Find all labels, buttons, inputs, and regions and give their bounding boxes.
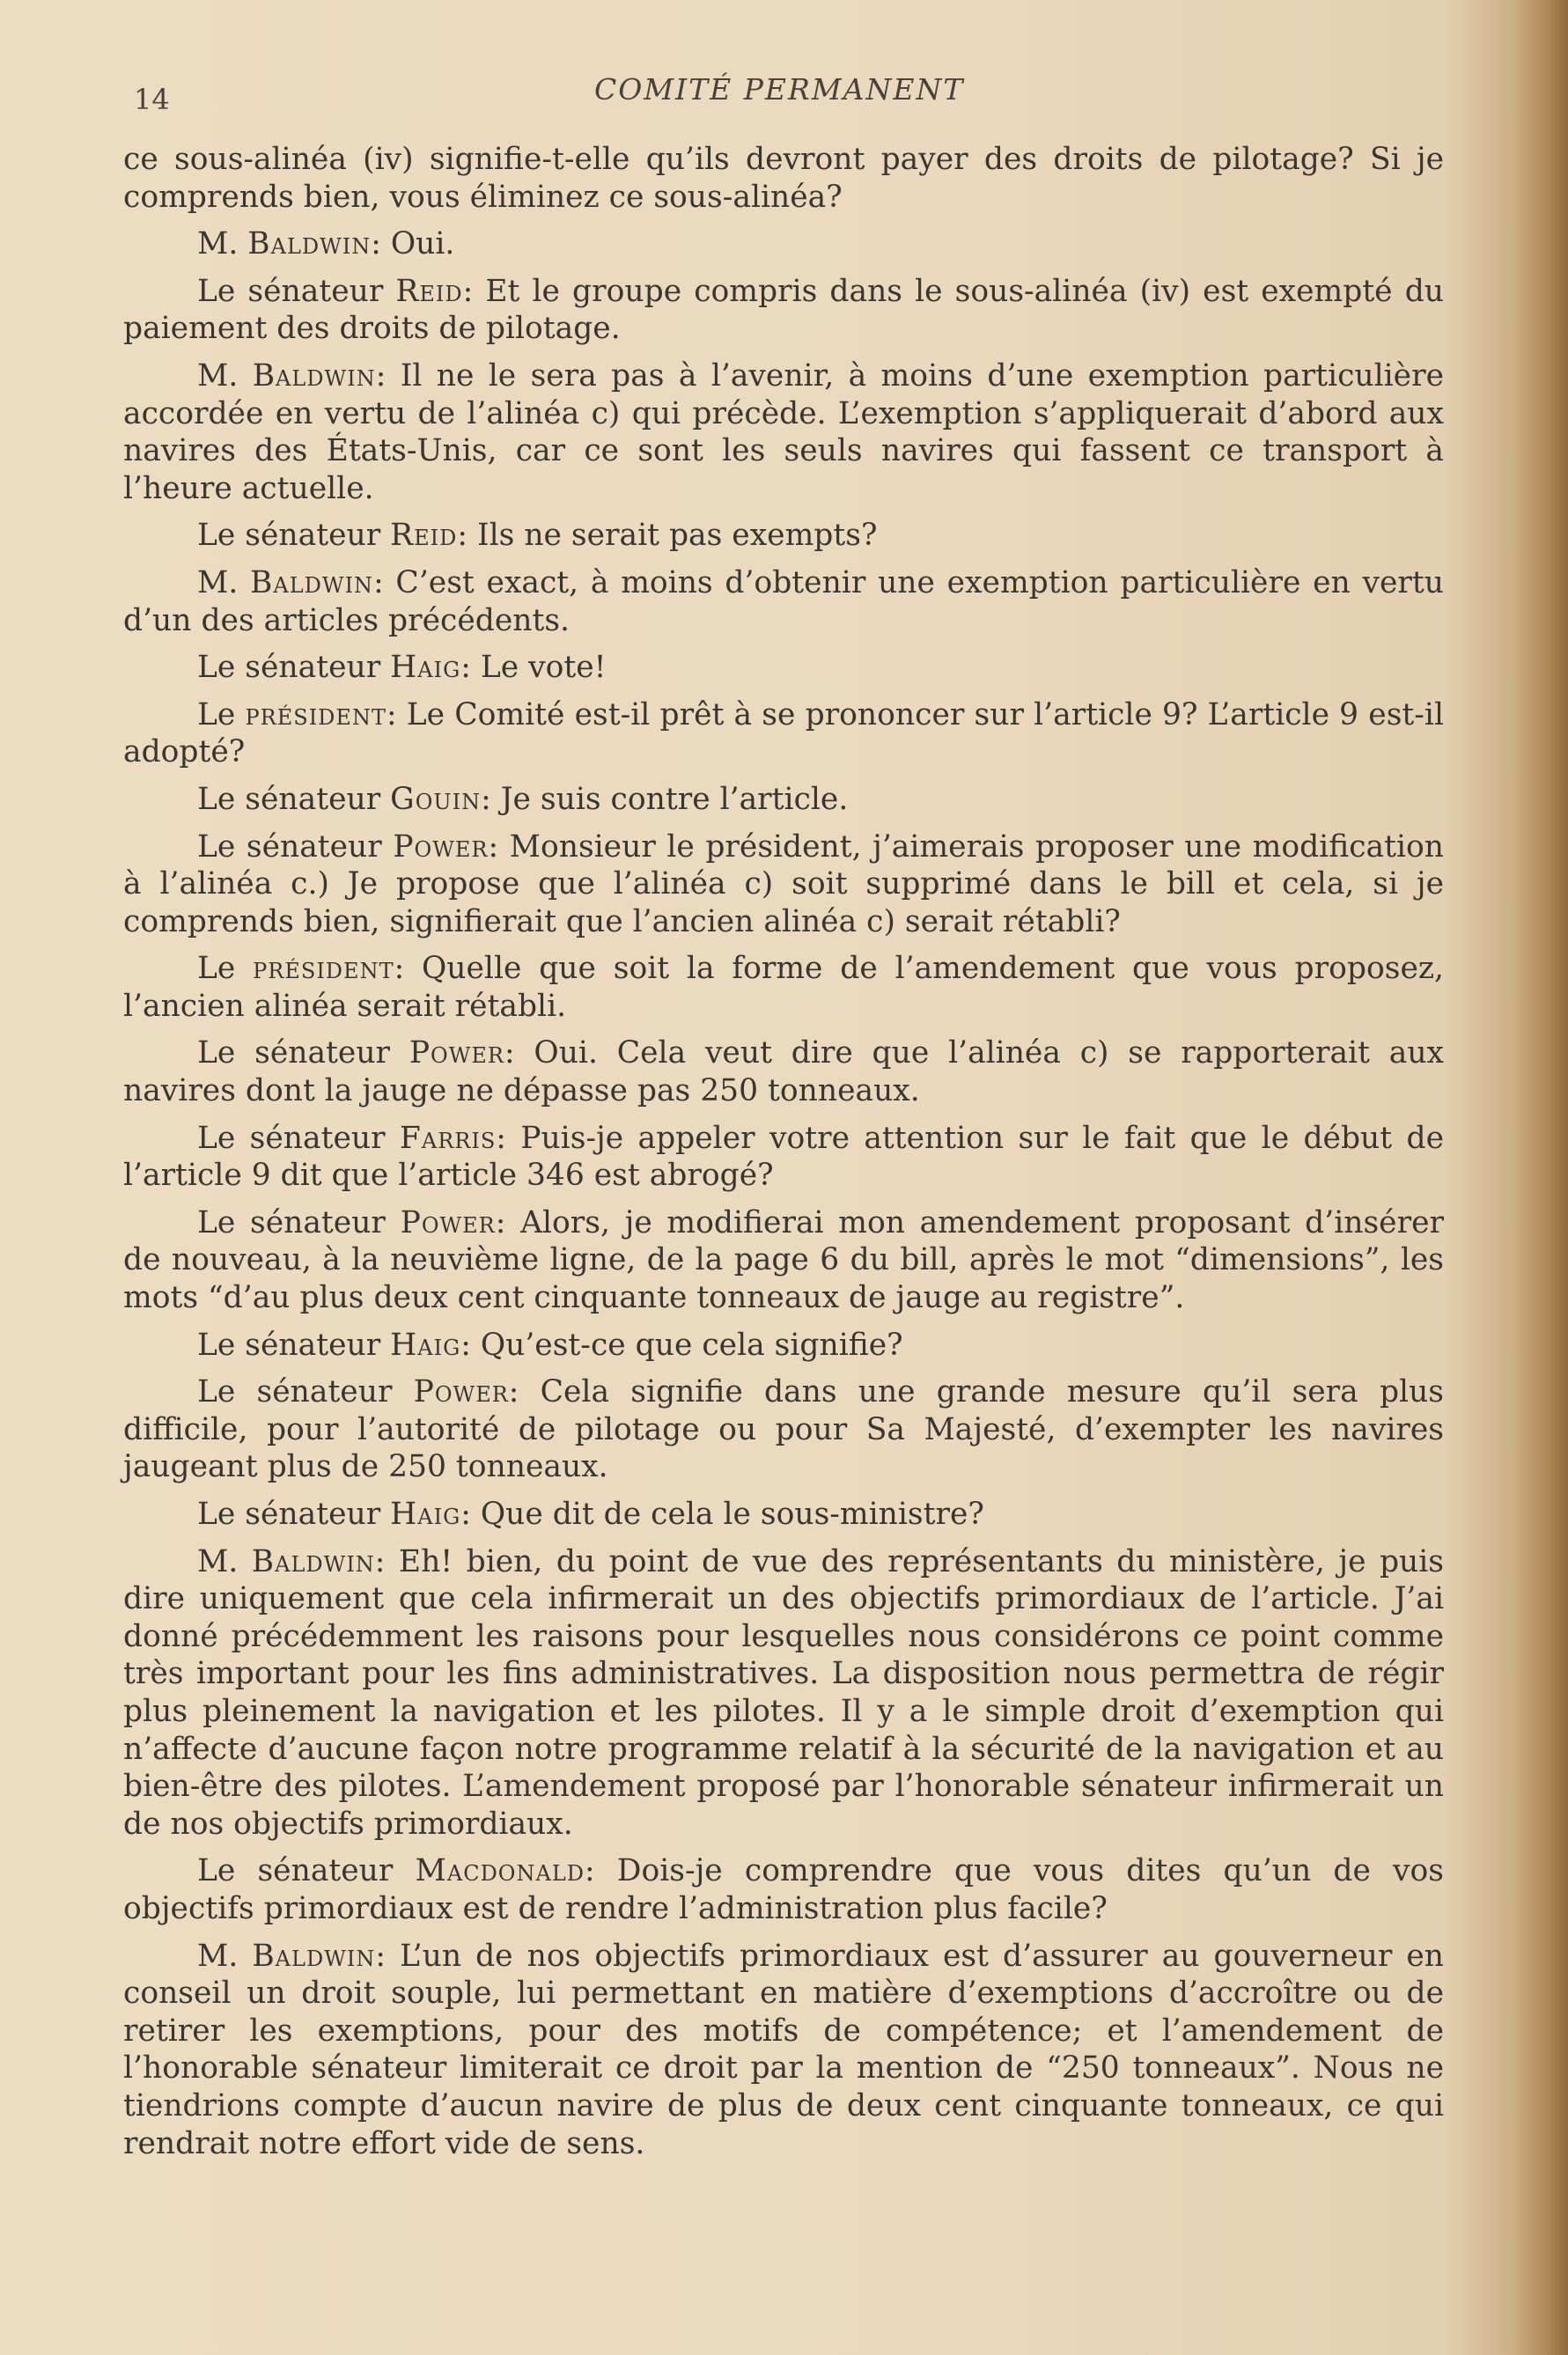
speaker-name: Gouin [390, 781, 482, 817]
speaker-name: Baldwin [247, 226, 372, 262]
paragraph: Le sénateur Power: Monsieur le président, j’aimerais proposer une modification à l’alinéa c.) Je propose que l’alinéa c) soit supprimé dans le bill et cela, si je comprends bien, signifierait que l’ancien alinéa c) serait rétabli? [123, 828, 1445, 939]
speaker-name: Power [400, 1204, 496, 1240]
speaker-name: Power [409, 1035, 504, 1071]
paragraph: Le sénateur Macdonald: Dois-je comprendre que vous dites qu’un de vos objectifs primordiaux est de rendre l’administration plus facile? [123, 1853, 1444, 1926]
paragraph: M. Baldwin: Oui. [197, 226, 455, 262]
paragraph: Le sénateur Gouin: Je suis contre l’article. [197, 781, 849, 817]
speaker-name: Haig [390, 1497, 461, 1532]
speaker-name: Reid [390, 518, 458, 554]
paragraph: Le sénateur Power: Oui. Cela veut dire que l’alinéa c) se rapporterait aux navires dont la jauge ne dépasse pas 250 tonneaux. [123, 1035, 1444, 1109]
paragraph: Le président: Le Comité est-il prêt à se prononcer sur l’article 9? L’article 9 est-il adopté? [123, 696, 1445, 770]
page-header [132, 72, 1453, 116]
paragraph: Le sénateur Power: Alors, je modifierai mon amendement proposant d’insérer de nouveau, à la neuvième ligne, de la page 6 du bill, après le mot “dimensions”, les mots “d’au plus deux cent cinquante tonneaux de jauge au registre”. [123, 1204, 1445, 1316]
paragraph: Le sénateur Farris: Puis-je appeler votre attention sur le fait que le début de l’article 9 dit que l’article 346 est abrogé? [123, 1120, 1444, 1194]
page-number: 14 [134, 83, 170, 116]
paragraph: Le sénateur Reid: Et le groupe compris dans le sous-alinéa (iv) est exempté du paiement des droits de pilotage. [123, 273, 1444, 347]
paragraph: Le sénateur Haig: Que dit de cela le sous-ministre? [197, 1497, 984, 1532]
running-title: COMITÉ PERMANENT [594, 72, 965, 107]
paragraph: M. Baldwin: Eh! bien, du point de vue des représentants du ministère, je puis dire uniquement que cela infirmerait un des objectifs primordiaux de l’article. J’ai donné précédemment les raisons pour lesquelles nous considérons ce point comme très important pour les fins administratives. La disposition nous permettra de régir plus pleinement la navigation et les pilotes. Il y a le simple droit d’exemption qui n’affecte d’aucune façon notre programme relatif à la sécurité de la navigation et au bien-être des pilotes. L’amendement proposé par l’honorable sénateur infirmerait un de nos objectifs primordiaux. [123, 1543, 1444, 1842]
paragraph: M. Baldwin: C’est exact, à moins d’obtenir une exemption particulière en vertu d’un des articles précédents. [123, 564, 1444, 638]
paragraph: M. Baldwin: Il ne le sera pas à l’avenir, à moins d’une exemption particulière accordée en vertu de l’alinéa c) qui précède. L’exemption s’appliquerait d’abord aux navires des États-Unis, car ce sont les seuls navires qui fassent ce transport à l’heure actuelle. [123, 357, 1445, 506]
speaker-name: Farris [399, 1120, 497, 1156]
page-edge-shadow [1515, 0, 1568, 2355]
speaker-name: Haig [390, 650, 461, 686]
paragraph: Le sénateur Reid: Ils ne serait pas exempts? [197, 518, 878, 554]
speaker-name: Baldwin [252, 357, 376, 394]
paragraph: Le sénateur Power: Cela signifie dans une grande mesure qu’il sera plus difficile, pour l’autorité de pilotage ou pour Sa Majesté, d’exempter les navires jaugeant plus de 250 tonneaux. [123, 1374, 1444, 1485]
paragraph: Le président: Quelle que soit la forme de l’amendement que vous proposez, l’ancien alinéa serait rétabli. [123, 951, 1444, 1024]
paragraph: Le sénateur Haig: Qu’est-ce que cela signifie? [197, 1327, 903, 1363]
speaker-name: Reid [395, 273, 463, 309]
speaker-name: président [245, 696, 386, 732]
speaker-name: président [253, 951, 394, 987]
speaker-name: Power [413, 1374, 509, 1410]
paragraph: M. Baldwin: L’un de nos objectifs primordiaux est d’assurer au gouverneur en conseil un droit souple, lui permettant en matière d’exemptions d’accroître ou de retirer les exemptions, pour des motifs de compétence; et l’amendement de l’honorable sénateur limiterait ce droit par la mention de “250 tonneaux”. Nous ne tiendrions compte d’aucun navire de plus de deux cent cinquante tonneaux, ce qui rendrait notre effort vide de sens. [123, 1938, 1444, 2161]
speaker-name: Baldwin [250, 564, 374, 600]
speaker-name: Baldwin [251, 1543, 375, 1579]
speaker-name: Macdonald [415, 1853, 585, 1889]
paragraph: Le sénateur Haig: Le vote! [197, 650, 607, 686]
transcript-body [123, 141, 1444, 2172]
speaker-name: Haig [390, 1327, 461, 1363]
speaker-name: Power [393, 828, 489, 865]
speaker-name: Baldwin [252, 1938, 376, 1974]
paragraph: ce sous-alinéa (iv) signifie-t-elle qu’ils devront payer des droits de pilotage? Si je comprends bien, vous éliminez ce sous-alinéa? [123, 142, 1444, 215]
